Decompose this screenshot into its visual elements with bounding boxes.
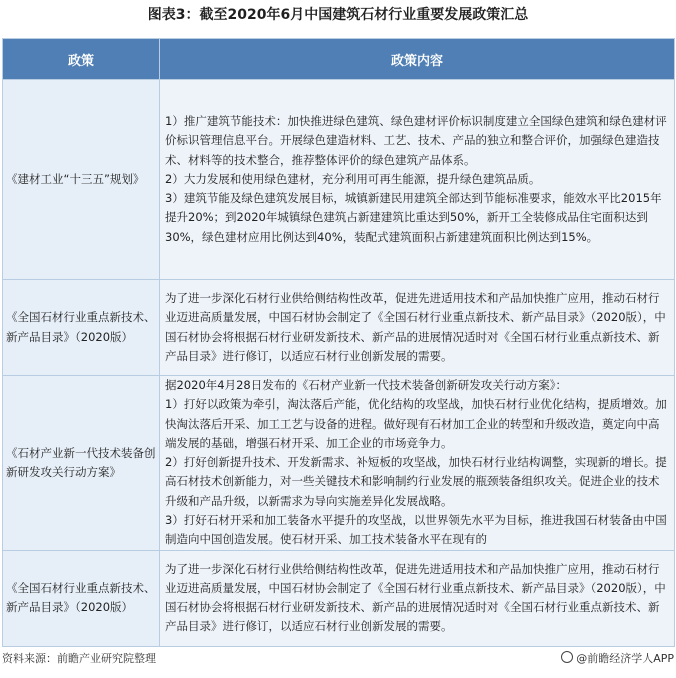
- policy-cell: 《全国石材行业重点新技术、新产品目录》（2020版）: [3, 280, 160, 376]
- source-note: 资料来源：前瞻产业研究院整理: [2, 652, 156, 665]
- content-cell: [160, 80, 675, 280]
- content-paragraph: 3）打好石材开采和加工装备水平提升的攻坚战，以世界领先水平为目标，推进我国石材装备由中国制造向中国创造发展。使石材开采、加工技术装备水平在现有的: [165, 513, 667, 547]
- policy-cell: 《建材工业“十三五”规划》: [3, 80, 160, 280]
- table-row: [3, 80, 675, 280]
- header-content: 政策内容: [160, 39, 675, 80]
- header-policy: 政策: [3, 39, 160, 80]
- content-cell: [160, 280, 675, 376]
- policy-table: [2, 38, 675, 647]
- footer: [0, 648, 676, 668]
- table-row: [3, 280, 675, 376]
- content-cell: [160, 376, 675, 551]
- page-title: 图表3：截至2020年6月中国建筑石材行业重要发展政策汇总: [147, 7, 529, 23]
- policy-cell: 《全国石材行业重点新技术、新产品目录》（2020版）: [3, 550, 160, 646]
- content-paragraph: 1）打好以政策为牵引，淘汰落后产能，优化结构的攻坚战，加快石材行业优化结构，提质增效。加快淘汰落后开采、加工工艺与设备的进程。做好现有石材加工企业的转型和升级改造，奠定向中高端发展的基础，增强石材开采、加工企业的市场竞争力。: [165, 397, 667, 450]
- brand-logo-icon: [561, 651, 573, 663]
- brand-credit: [561, 650, 674, 666]
- table-row: [3, 376, 675, 551]
- content-paragraph: 据2020年4月28日发布的《石材产业新一代技术装备创新研发攻关行动方案》：: [165, 378, 567, 392]
- content-cell: [160, 550, 675, 646]
- content-paragraph: 2）大力发展和使用绿色建材，充分利用可再生能源，提升绿色建筑品质。: [165, 171, 541, 186]
- content-paragraph: 为了进一步深化石材行业供给侧结构性改革，促进先进适用技术和产品加快推广应用，推动石材行业迈进高质量发展，中国石材协会制定了《全国石材行业重点新技术、新产品目录》（2020版），中国石材协会将根据石材行业研发新技术、新产品的进展情况适时对《全国石材行业重点新技术、新产品目录》进行修订，以适应石材行业创新发展的需要。: [165, 561, 666, 634]
- content-paragraph: 3）建筑节能及绿色建筑发展目标，城镇新建民用建筑全部达到节能标准要求，能效水平比2015年提升20%；到2020年城镇绿色建筑占新建建筑比重达到50%，新开工全装修成品住宅面积达到30%，绿色建材应用比例达到40%，装配式建筑面积占新建建筑面积比例达到15%。: [165, 191, 662, 244]
- content-paragraph: 2）打好创新提升技术、开发新需求、补短板的攻坚战，加快石材行业结构调整，实现新的增长。提高石材技术创新能力，对一些关键技术和影响制约行业发展的瓶颈装备组织攻关。促进企业的技术升级和产品升级，以新需求为导向实施差异化发展战略。: [165, 455, 667, 508]
- table-row: [3, 550, 675, 646]
- brand-text: @前瞻经济学人APP: [576, 652, 674, 665]
- policy-cell: 《石材产业新一代技术装备创新研发攻关行动方案》: [3, 376, 160, 551]
- content-paragraph: 1）推广建筑节能技术：加快推进绿色建筑、绿色建材评价标识制度建立全国绿色建筑和绿色建材评价标识管理信息平台。开展绿色建造材料、工艺、技术、产品的独立和整合评价，加强绿色建造技术、材料等的技术整合，推荐整体评价的绿色建筑产品体系。: [165, 113, 667, 167]
- table-header-row: [3, 39, 675, 80]
- content-paragraph: 为了进一步深化石材行业供给侧结构性改革，促进先进适用技术和产品加快推广应用，推动石材行业迈进高质量发展，中国石材协会制定了《全国石材行业重点新技术、新产品目录》（2020版），中国石材协会将根据石材行业研发新技术、新产品的进展情况适时对《全国石材行业重点新技术、新产品目录》进行修订，以适应石材行业创新发展的需要。: [165, 290, 666, 363]
